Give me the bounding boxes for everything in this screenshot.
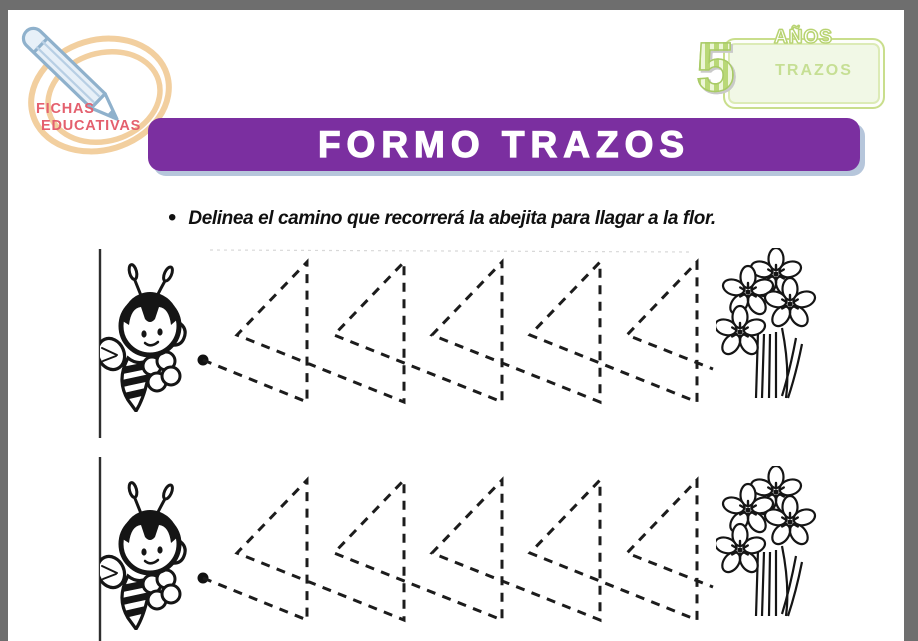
bee-illustration bbox=[93, 482, 186, 629]
flowers-illustration bbox=[713, 466, 817, 616]
bee-illustration bbox=[93, 264, 186, 411]
logo-line2: EDUCATIVAS bbox=[41, 118, 142, 134]
tracing-row-1 bbox=[93, 248, 817, 411]
page-title: FORMO TRAZOS bbox=[317, 123, 691, 165]
badge-category: TRAZOS bbox=[775, 62, 853, 79]
instruction-bullet: • bbox=[168, 204, 177, 231]
tracing-path[interactable] bbox=[203, 480, 713, 620]
worksheet-canvas bbox=[8, 10, 904, 641]
scan-artifact-line bbox=[210, 250, 690, 252]
age-number: 5 bbox=[696, 28, 735, 106]
tracing-path[interactable] bbox=[203, 262, 713, 402]
tracing-row-2 bbox=[93, 466, 817, 629]
flowers-illustration bbox=[713, 248, 817, 398]
worksheet-page bbox=[8, 10, 904, 641]
age-word: AÑOS bbox=[774, 27, 833, 48]
instruction-text: Delinea el camino que recorrerá la abejita para llagar a la flor. bbox=[188, 208, 716, 229]
logo-line1: FICHAS bbox=[36, 101, 95, 117]
